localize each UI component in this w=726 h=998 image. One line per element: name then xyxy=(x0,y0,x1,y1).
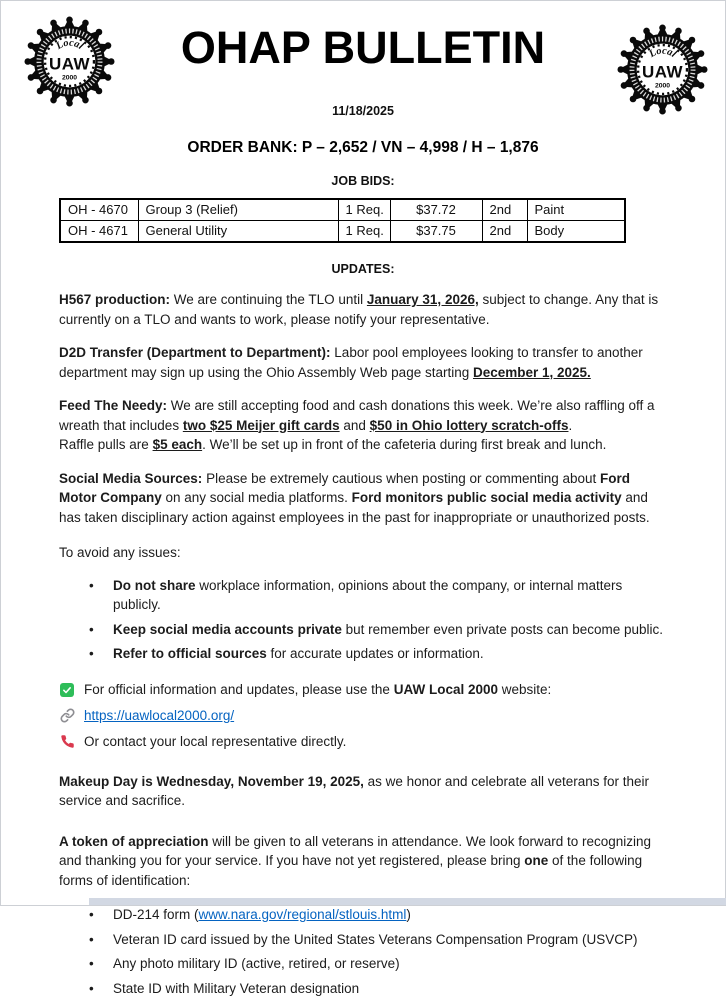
job-bids-heading: JOB BIDS: xyxy=(1,174,725,188)
h567-lead: H567 production: xyxy=(59,292,170,307)
uaw-local-2000-logo-left xyxy=(21,13,118,110)
token-text-2: of the following forms of identification: xyxy=(59,853,642,888)
social-text-3: and has taken disciplinary action against employees in the past for inappropriate or unauthorized posts. xyxy=(59,490,650,525)
official-info-row xyxy=(59,680,667,700)
id-forms-list xyxy=(59,905,667,998)
avoid-issues-intro: To avoid any issues: xyxy=(59,543,667,563)
bid-dept: Body xyxy=(527,221,625,243)
official-uaw-local: UAW Local 2000 xyxy=(394,682,498,697)
social-lead: Social Media Sources: xyxy=(59,471,202,486)
h567-text-2: subject to change. Any that is currently on a TLO and wants to work, please notify your representative. xyxy=(59,292,658,327)
h567-production-paragraph xyxy=(59,290,667,329)
feed-raffle-price: $5 each xyxy=(153,437,203,452)
bulletin-body xyxy=(1,290,725,998)
page-title: OHAP BULLETIN xyxy=(111,25,615,70)
bid-wage: $37.75 xyxy=(390,221,482,243)
list-item: • Veteran ID card issued by the United States Veterans Compensation Program (USVCP) xyxy=(89,930,667,950)
token-lead: A token of appreciation xyxy=(59,834,209,849)
feed-text-3: . xyxy=(568,418,572,433)
d2d-text: Labor pool employees looking to transfer to another department may sign up using the Ohio Assembly Web page starting xyxy=(59,345,643,380)
bullet-text: workplace information, opinions about the company, or internal matters publicly. xyxy=(113,578,622,613)
website-link-row xyxy=(59,706,667,726)
bid-req: 1 Req. xyxy=(338,199,390,221)
bullet-bold: Do not share xyxy=(113,578,196,593)
job-bids-table xyxy=(59,198,626,243)
bulletin-date: 11/18/2025 xyxy=(1,104,725,118)
feed-scratch-offs: $50 in Ohio lottery scratch-offs xyxy=(370,418,569,433)
bullet-text: for accurate updates or information. xyxy=(267,646,484,661)
bid-req: 1 Req. xyxy=(338,221,390,243)
logo-year-text: 2000 xyxy=(655,82,670,89)
d2d-date: December 1, 2025. xyxy=(473,365,591,380)
logo-year-text: 2000 xyxy=(62,74,77,81)
bid-number: OH - 4670 xyxy=(60,199,138,221)
feed-text-5: . We’ll be set up in front of the cafeteria during first break and lunch. xyxy=(202,437,606,452)
makeup-day-lead: Makeup Day is Wednesday, November 19, 2025, xyxy=(59,774,364,789)
dd214-text-2: ) xyxy=(406,907,411,922)
h567-date: January 31, 2026, xyxy=(367,292,479,307)
updates-heading: UPDATES: xyxy=(1,262,725,276)
bid-dept: Paint xyxy=(527,199,625,221)
page-edge-bar xyxy=(89,898,726,905)
order-bank-line: ORDER BANK: P – 2,652 / VN – 4,998 / H – 1,876 xyxy=(1,139,725,157)
list-item xyxy=(89,620,667,640)
h567-text: We are continuing the TLO until xyxy=(170,292,367,307)
list-item xyxy=(89,644,667,664)
social-ford: Ford Motor Company xyxy=(59,471,630,506)
feed-text-4: Raffle pulls are xyxy=(59,437,153,452)
bullet-bold: Keep social media accounts private xyxy=(113,622,342,637)
social-text-2: on any social media platforms. xyxy=(162,490,352,505)
bid-title: General Utility xyxy=(138,221,338,243)
token-appreciation-paragraph xyxy=(59,832,667,891)
feed-text: We are still accepting food and cash donations this week. We’re also raffling off a wreath that includes xyxy=(59,398,655,433)
bullet-text: but remember even private posts can become public. xyxy=(342,622,663,637)
bid-wage: $37.72 xyxy=(390,199,482,221)
bullet-bold: Refer to official sources xyxy=(113,646,267,661)
makeup-day-paragraph xyxy=(59,772,667,811)
list-item: • Any photo military ID (active, retired, or reserve) xyxy=(89,954,667,974)
logo-arc-text: Local xyxy=(647,45,679,60)
bid-title: Group 3 (Relief) xyxy=(138,199,338,221)
bid-number: OH - 4671 xyxy=(60,221,138,243)
contact-text: Or contact your local representative directly. xyxy=(84,732,346,752)
feed-the-needy-paragraph xyxy=(59,396,667,455)
list-item xyxy=(89,905,667,925)
avoid-issues-list xyxy=(59,576,667,664)
logo-arc-text: Local xyxy=(54,37,86,52)
uaw-local-2000-logo-right xyxy=(614,21,711,118)
bid-shift: 2nd xyxy=(482,221,527,243)
social-monitors: Ford monitors public social media activity xyxy=(352,490,622,505)
social-media-paragraph xyxy=(59,469,667,528)
logo-name-text: UAW xyxy=(642,62,683,81)
bid-shift: 2nd xyxy=(482,199,527,221)
d2d-transfer-paragraph xyxy=(59,343,667,382)
list-item xyxy=(89,576,667,615)
token-text: will be given to all veterans in attendance. We look forward to recognizing and thanking you for your service. If you have not yet registered, please bring xyxy=(59,834,651,869)
job-bid-row xyxy=(60,199,625,221)
feed-lead: Feed The Needy: xyxy=(59,398,167,413)
job-bid-row xyxy=(60,221,625,243)
logo-name-text: UAW xyxy=(49,54,90,73)
d2d-lead: D2D Transfer (Department to Department): xyxy=(59,345,331,360)
feed-text-2: and xyxy=(340,418,370,433)
official-info-text xyxy=(84,680,551,700)
feed-gift-cards: two $25 Meijer gift cards xyxy=(183,418,340,433)
check-icon xyxy=(59,682,75,698)
social-text: Please be extremely cautious when posting or commenting about xyxy=(202,471,600,486)
list-item: • State ID with Military Veteran designation xyxy=(89,979,667,998)
token-one: one xyxy=(524,853,548,868)
contact-row xyxy=(59,732,667,752)
nara-link[interactable]: www.nara.gov/regional/stlouis.html xyxy=(199,907,407,922)
phone-icon xyxy=(59,734,75,750)
link-icon xyxy=(59,708,75,724)
makeup-day-text: as we honor and celebrate all veterans for their service and sacrifice. xyxy=(59,774,649,809)
official-text: For official information and updates, please use the xyxy=(84,682,394,697)
uaw-local-2000-link[interactable]: https://uawlocal2000.org/ xyxy=(84,706,234,726)
official-text-2: website: xyxy=(498,682,551,697)
dd214-text: DD-214 form ( xyxy=(113,907,199,922)
